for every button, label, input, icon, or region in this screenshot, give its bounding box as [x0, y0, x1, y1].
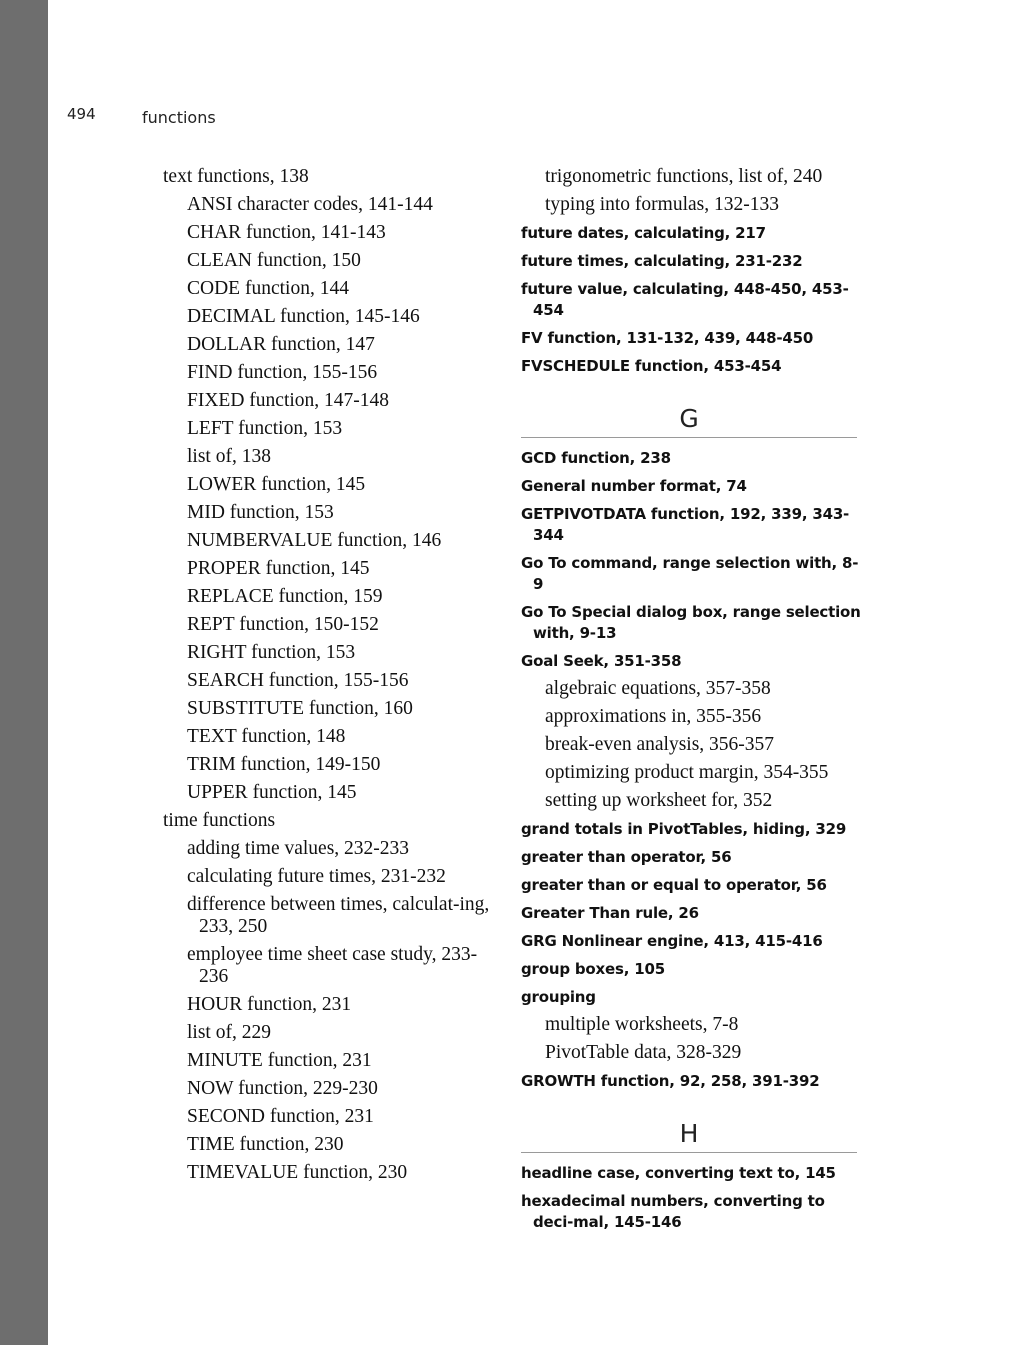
index-subentry: FIXED function, 147-148 [187, 390, 390, 411]
index-subentry: SEARCH function, 155-156 [187, 670, 409, 691]
index-subentry: TRIM function, 149-150 [187, 754, 381, 775]
running-head: functions [142, 108, 216, 127]
index-subentry: UPPER function, 145 [187, 782, 357, 803]
index-subentry: setting up worksheet for, 352 [545, 790, 773, 811]
index-subentry: list of, 229 [187, 1022, 271, 1043]
page-edge-bar [0, 0, 48, 1345]
index-subentry: MINUTE function, 231 [187, 1050, 372, 1071]
index-subentry: TEXT function, 148 [187, 726, 346, 747]
index-entry: FVSCHEDULE function, 453-454 [521, 356, 782, 375]
index-subentry: FIND function, 155-156 [187, 362, 378, 383]
index-entry: future times, calculating, 231-232 [521, 251, 803, 270]
index-subentry: employee time sheet case study, 233-236 [187, 944, 478, 987]
index-entry: Go To command, range selection with, 8-9 [521, 553, 859, 593]
index-subentry: approximations in, 355-356 [545, 706, 762, 727]
section-letter-heading: G [521, 380, 857, 438]
index-subentry: CLEAN function, 150 [187, 250, 361, 271]
index-subentry: calculating future times, 231-232 [187, 866, 446, 887]
index-subentry: optimizing product margin, 354-355 [545, 762, 829, 783]
index-subentry: CHAR function, 141-143 [187, 222, 386, 243]
index-subentry: LOWER function, 145 [187, 474, 366, 495]
index-subentry: DECIMAL function, 145-146 [187, 306, 420, 327]
index-subentry: ANSI character codes, 141-144 [187, 194, 433, 215]
index-column-left [163, 163, 493, 1187]
index-entry: General number format, 74 [521, 476, 747, 495]
index-subentry: typing into formulas, 132-133 [545, 194, 779, 215]
index-subentry: REPLACE function, 159 [187, 586, 383, 607]
index-subentry: TIMEVALUE function, 230 [187, 1162, 408, 1183]
index-subentry: adding time values, 232-233 [187, 838, 410, 859]
index-subentry: LEFT function, 153 [187, 418, 343, 439]
index-subentry: algebraic equations, 357-358 [545, 678, 771, 699]
index-entry: Greater Than rule, 26 [521, 903, 699, 922]
index-entry: text functions, 138 [163, 166, 309, 187]
index-entry: Go To Special dialog box, range selection with, 9-13 [521, 602, 861, 642]
index-entry: future dates, calculating, 217 [521, 223, 766, 242]
index-entry: GRG Nonlinear engine, 413, 415-416 [521, 931, 823, 950]
index-entry: greater than or equal to operator, 56 [521, 875, 827, 894]
index-entry: headline case, converting text to, 145 [521, 1163, 836, 1182]
index-entry: future value, calculating, 448-450, 453-454 [521, 279, 849, 319]
index-subentry: break-even analysis, 356-357 [545, 734, 775, 755]
index-entry: greater than operator, 56 [521, 847, 732, 866]
index-subentry: CODE function, 144 [187, 278, 349, 299]
index-subentry: PROPER function, 145 [187, 558, 370, 579]
index-subentry: HOUR function, 231 [187, 994, 352, 1015]
index-subentry: TIME function, 230 [187, 1134, 344, 1155]
index-column-right [521, 163, 861, 1236]
page-number: 494 [67, 105, 96, 123]
index-subentry: SECOND function, 231 [187, 1106, 374, 1127]
index-subentry: RIGHT function, 153 [187, 642, 356, 663]
index-entry: grouping [521, 987, 596, 1006]
index-subentry: SUBSTITUTE function, 160 [187, 698, 413, 719]
index-entry: hexadecimal numbers, converting to deci-mal, 145-146 [521, 1191, 825, 1231]
index-entry: time functions [163, 810, 276, 831]
index-subentry: NUMBERVALUE function, 146 [187, 530, 442, 551]
index-subentry: PivotTable data, 328-329 [545, 1042, 742, 1063]
index-entry: GETPIVOTDATA function, 192, 339, 343-344 [521, 504, 850, 544]
section-letter-heading: H [521, 1095, 857, 1153]
index-entry: GROWTH function, 92, 258, 391-392 [521, 1071, 820, 1090]
index-subentry: DOLLAR function, 147 [187, 334, 375, 355]
index-subentry: NOW function, 229-230 [187, 1078, 378, 1099]
index-subentry: difference between times, calculat-ing, 233, 250 [187, 894, 490, 937]
index-entry: FV function, 131-132, 439, 448-450 [521, 328, 814, 347]
index-subentry: REPT function, 150-152 [187, 614, 379, 635]
index-subentry: MID function, 153 [187, 502, 334, 523]
index-entry: grand totals in PivotTables, hiding, 329 [521, 819, 847, 838]
index-entry: GCD function, 238 [521, 448, 671, 467]
index-entry: Goal Seek, 351-358 [521, 651, 682, 670]
index-subentry: trigonometric functions, list of, 240 [545, 166, 823, 187]
index-subentry: multiple worksheets, 7-8 [545, 1014, 739, 1035]
index-subentry: list of, 138 [187, 446, 271, 467]
index-entry: group boxes, 105 [521, 959, 665, 978]
